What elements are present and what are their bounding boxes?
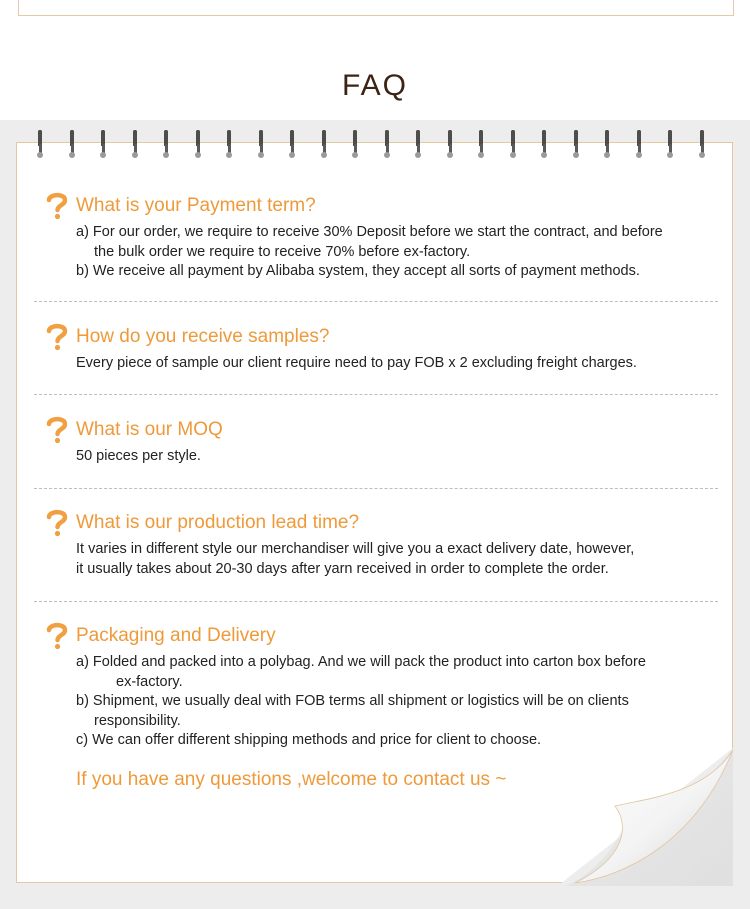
faq-question xyxy=(46,191,706,221)
dashed-divider xyxy=(34,394,718,395)
faq-question xyxy=(46,621,706,651)
faq-answer xyxy=(46,447,706,467)
question-text: Packaging and Delivery xyxy=(76,625,276,646)
question-text: How do you receive samples? xyxy=(76,326,330,347)
answer-line: b) Shipment, we usually deal with FOB terms all shipment or logistics will be on clients xyxy=(76,693,629,709)
faq-question xyxy=(46,508,706,538)
dashed-divider xyxy=(34,601,718,602)
faq-item-payment xyxy=(46,191,706,282)
top-frame xyxy=(18,0,734,16)
question-mark-icon xyxy=(46,509,68,537)
faq-answer xyxy=(46,223,706,282)
answer-line: a) For our order, we require to receive 30% Deposit before we start the contract, and before xyxy=(76,224,663,240)
dashed-divider xyxy=(34,488,718,489)
question-mark-icon xyxy=(46,323,68,351)
question-text: What is our MOQ xyxy=(76,419,223,440)
closing-message: If you have any questions ,welcome to contact us ~ xyxy=(76,769,507,790)
answer-line: a) Folded and packed into a polybag. And we will pack the product into carton box before xyxy=(76,654,646,670)
answer-line: it usually takes about 20-30 days after yarn received in order to complete the order. xyxy=(76,560,609,577)
answer-line: It varies in different style our merchandiser will give you a exact delivery date, however, xyxy=(76,541,635,557)
question-text: What is your Payment term? xyxy=(76,195,316,216)
answer-line: c) We can offer different shipping methods and price for client to choose. xyxy=(76,732,542,748)
faq-question xyxy=(46,322,706,352)
answer-line: b) We receive all payment by Alibaba system, they accept all sorts of payment methods. xyxy=(76,263,640,279)
question-mark-icon xyxy=(46,416,68,444)
answer-line: ex-factory. xyxy=(116,673,183,690)
answer-line: responsibility. xyxy=(94,712,181,729)
answer-line: 50 pieces per style. xyxy=(76,448,201,464)
faq-item-moq xyxy=(46,415,706,467)
answer-line: the bulk order we require to receive 70% before ex-factory. xyxy=(94,243,471,260)
faq-question xyxy=(46,415,706,445)
question-mark-icon xyxy=(46,192,68,220)
answer-line: Every piece of sample our client require need to pay FOB x 2 excluding freight charges. xyxy=(76,355,637,371)
header-area xyxy=(0,0,750,120)
page-curl-decoration xyxy=(555,748,735,888)
question-mark-icon xyxy=(46,622,68,650)
faq-answer xyxy=(46,540,706,579)
faq-item-lead-time xyxy=(46,508,706,579)
faq-item-samples xyxy=(46,322,706,374)
faq-item-packaging xyxy=(46,621,706,751)
faq-answer xyxy=(46,653,706,751)
question-text: What is our production lead time? xyxy=(76,512,360,533)
page-title: FAQ xyxy=(336,70,414,102)
faq-answer xyxy=(46,354,706,374)
dashed-divider xyxy=(34,301,718,302)
faq-title xyxy=(0,70,750,102)
